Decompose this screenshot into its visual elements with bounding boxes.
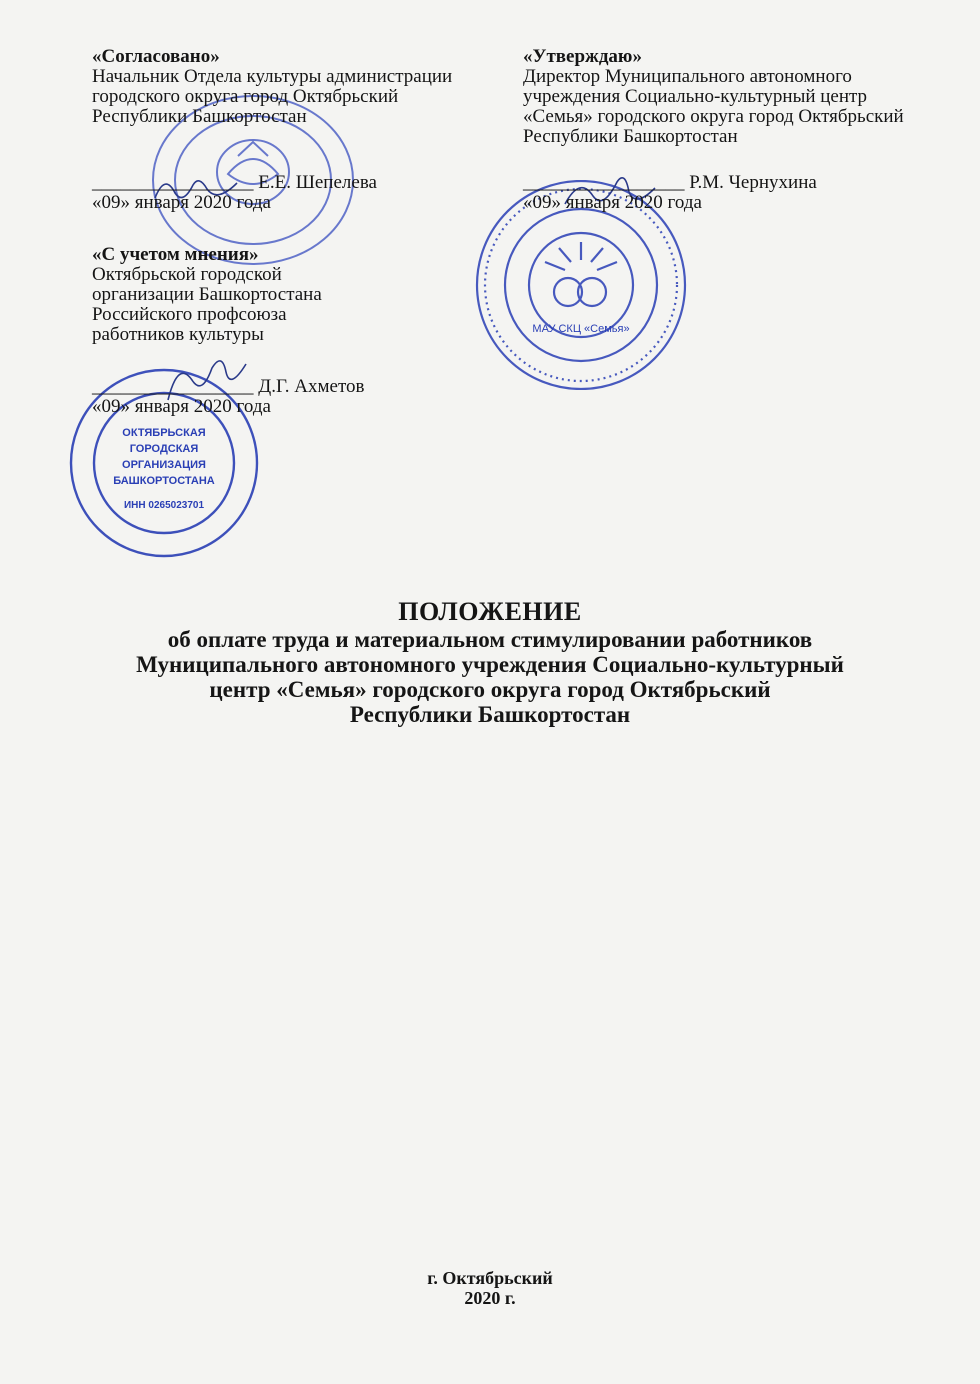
title-line-3: центр «Семья» городского округа город Октябрьский [209, 677, 771, 702]
agreed-signature-line: _________________ Е.Е. Шепелева [92, 172, 377, 193]
union-stamp-line-1: ОКТЯБРЬСКАЯ [122, 427, 206, 439]
approve-line-1: Директор Муниципального автономного [523, 66, 852, 87]
document-title [60, 597, 920, 727]
approve-line-2: учреждения Социально-культурный центр [523, 86, 868, 107]
agreed-line-2: городского округа город Октябрьский [92, 86, 399, 107]
approve-line-3: «Семья» городского округа город Октябрьский [523, 106, 904, 127]
family-stamp-label: МАУ СКЦ «Семья» [532, 323, 630, 335]
agreed-block [92, 47, 452, 213]
union-stamp-inn: ИНН 0265023701 [123, 500, 205, 511]
union-stamp-line-3: ОРГАНИЗАЦИЯ [122, 459, 206, 471]
title-line-4: Республики Башкортостан [349, 702, 631, 727]
opinion-line-2: организации Башкортостана [92, 284, 322, 305]
agreed-date: «09» января 2020 года [92, 192, 271, 213]
opinion-date: «09» января 2020 года [92, 396, 271, 417]
document-footer [0, 1268, 980, 1308]
approve-heading: «Утверждаю» [523, 46, 642, 67]
title-line-2: Муниципального автономного учреждения Социально-культурный [136, 652, 844, 677]
footer-year: 2020 г. [464, 1288, 516, 1308]
opinion-line-4: работников культуры [92, 324, 264, 345]
approve-date: «09» января 2020 года [523, 192, 702, 213]
opinion-heading: «С учетом мнения» [92, 244, 259, 265]
agreed-heading: «Согласовано» [92, 46, 220, 67]
footer-city: г. Октябрьский [427, 1268, 553, 1288]
approve-line-4: Республики Башкортостан [523, 126, 738, 147]
approve-signature-line: _________________ Р.М. Чернухина [523, 172, 817, 193]
opinion-line-1: Октябрьской городской [92, 264, 282, 285]
union-stamp-line-2: ГОРОДСКАЯ [129, 443, 199, 455]
opinion-line-3: Российского профсоюза [92, 304, 287, 325]
opinion-signature-line: _________________ Д.Г. Ахметов [92, 376, 365, 397]
title-main: ПОЛОЖЕНИЕ [398, 597, 582, 626]
approve-block [523, 47, 904, 213]
agreed-line-1: Начальник Отдела культуры администрации [92, 66, 453, 87]
opinion-block [92, 245, 365, 417]
union-stamp-line-4: БАШКОРТОСТАНА [113, 475, 215, 487]
agreed-line-3: Республики Башкортостан [92, 106, 307, 127]
title-line-1: об оплате труда и материальном стимулировании работников [167, 627, 813, 652]
